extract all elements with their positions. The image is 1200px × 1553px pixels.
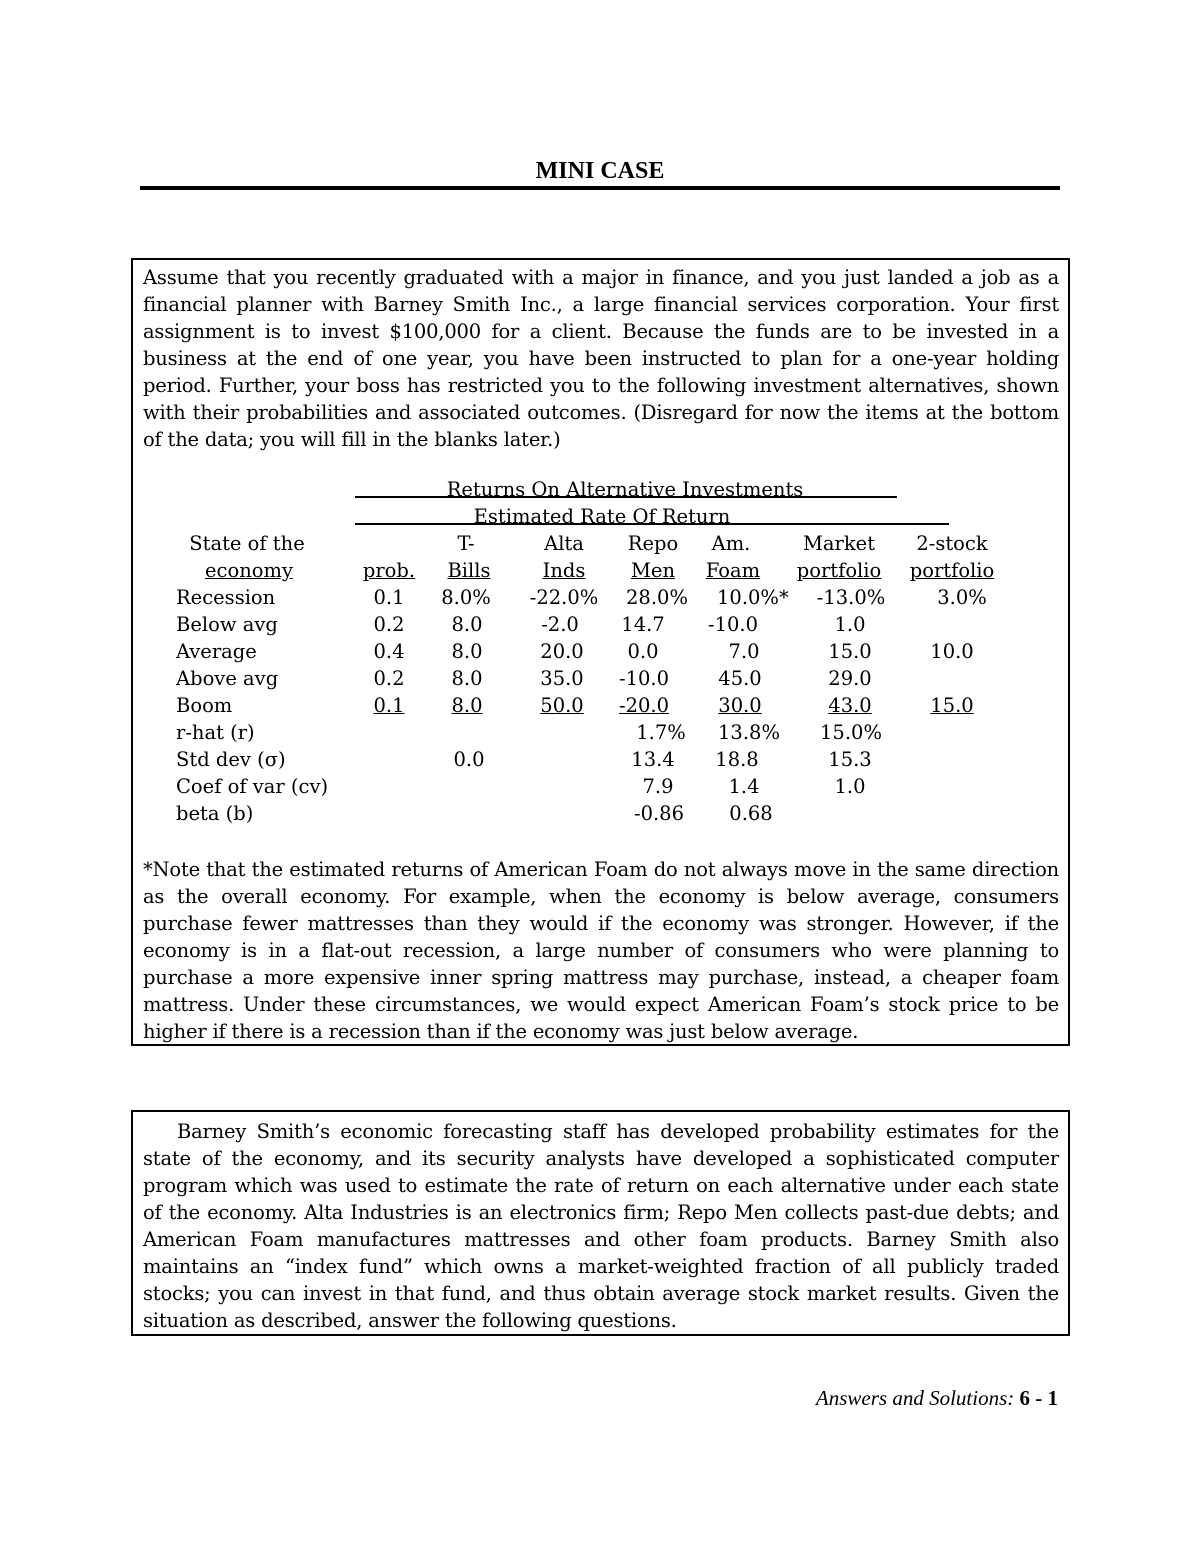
footer-label: Answers and Solutions: <box>815 1386 1015 1410</box>
row-market: 15.0 <box>828 640 872 663</box>
header-state-top: State of the <box>189 532 305 555</box>
row-state: Recession <box>176 586 276 609</box>
mini-case-box <box>131 258 1070 1046</box>
header-repo-bottom: Men <box>630 559 676 582</box>
row-alta: -22.0% <box>529 586 599 609</box>
row-foam: 10.0%* <box>717 586 789 609</box>
row-foam: -10.0 <box>707 613 759 636</box>
row-state: Above avg <box>176 667 279 690</box>
row-market: -13.0% <box>816 586 886 609</box>
row-prob: 0.1 <box>373 694 405 717</box>
row-foam: 30.0 <box>718 694 762 717</box>
row-repo: 14.7 <box>621 613 665 636</box>
description-paragraph: Barney Smith’s economic forecasting staff has developed probability estimates for the state of the economy, and its security analysts have developed a sophisticated computer program which was used to estimate the rate of return on each alternative under each state of the economy. Alta Industries is an electronics firm; Repo Men collects past-due debts; and American Foam manufactures mattresses and other foam products. Barney Smith also maintains an “index fund” which owns a market-weighted fraction of all publicly traded stocks; you can invest in that fund, and thus obtain average stock market results. Given the situation as described, answer the following questions. <box>143 1120 1059 1332</box>
header-alta-bottom: Inds <box>542 559 586 582</box>
stat-tbills: 0.0 <box>453 748 485 771</box>
stat-foam: 0.68 <box>729 802 773 825</box>
stat-foam: 1.4 <box>728 775 760 798</box>
header-twostock-top: 2-stock <box>916 532 988 555</box>
row-alta: -2.0 <box>541 613 579 636</box>
stat-label: beta (b) <box>176 802 254 825</box>
row-repo: -20.0 <box>618 694 670 717</box>
row-repo: 28.0% <box>626 586 688 609</box>
row-prob: 0.2 <box>373 613 405 636</box>
header-foam-top: Am. <box>711 532 751 555</box>
header-tbills-top: T- <box>457 532 475 555</box>
stat-repo: -0.86 <box>633 802 685 825</box>
footnote-paragraph: *Note that the estimated returns of American Foam do not always move in the same direction as the overall economy. For example, when the economy is below average, consumers purchase fewer mattresses than they would if the economy was stronger. However, if the economy is in a flat-out recession, a large number of consumers who were planning to purchase a more expensive inner spring mattress may purchase, instead, a cheaper foam mattress. Under these circumstances, we would expect American Foam’s stock price to be higher if there is a recession than if the economy was just below average. <box>143 858 1059 1043</box>
header-state-bottom: economy <box>204 559 294 582</box>
page-title: MINI CASE <box>535 158 665 184</box>
row-market: 43.0 <box>828 694 872 717</box>
row-tbills: 8.0 <box>451 667 483 690</box>
page-number: 6 - 1 <box>1019 1386 1058 1410</box>
header-twostock-bottom: portfolio <box>909 559 995 582</box>
header-prob: prob. <box>362 559 416 582</box>
stat-market: 1.0 <box>834 775 866 798</box>
row-foam: 7.0 <box>728 640 760 663</box>
header-foam-bottom: Foam <box>705 559 761 582</box>
stat-market: 15.3 <box>828 748 872 771</box>
row-twostock: 15.0 <box>930 694 974 717</box>
stat-foam: 18.8 <box>715 748 759 771</box>
row-state: Boom <box>176 694 233 717</box>
header-market-bottom: portfolio <box>796 559 882 582</box>
table-title: Returns On Alternative Investments <box>446 478 804 501</box>
header-repo-top: Repo <box>627 532 679 555</box>
stat-repo: 7.9 <box>642 775 674 798</box>
intro-paragraph: Assume that you recently graduated with a major in finance, and you just landed a job as a financial planner with Barney Smith Inc., a large financial services corporation. Your first assignment is to invest $100,000 for a client. Because the funds are to be invested in a business at the end of one year, you have been instructed to plan for a one-year holding period. Further, your boss has restricted you to the following investment alternatives, shown with their probabilities and associated outcomes. (Disregard for now the items at the bottom of the data; you will fill in the blanks later.) <box>143 266 1059 451</box>
row-foam: 45.0 <box>718 667 762 690</box>
table-subtitle: Estimated Rate Of Return <box>473 505 731 528</box>
row-state: Average <box>176 640 257 663</box>
stat-label: Coef of var (cv) <box>176 775 329 798</box>
row-prob: 0.2 <box>373 667 405 690</box>
header-tbills-bottom: Bills <box>447 559 491 582</box>
row-market: 29.0 <box>828 667 872 690</box>
row-tbills: 8.0 <box>451 694 483 717</box>
row-alta: 35.0 <box>540 667 584 690</box>
row-prob: 0.1 <box>373 586 405 609</box>
stat-label: Std dev (σ) <box>176 748 286 771</box>
row-tbills: 8.0 <box>451 640 483 663</box>
row-alta: 50.0 <box>540 694 584 717</box>
header-market-top: Market <box>802 532 876 555</box>
description-box <box>131 1110 1070 1336</box>
row-market: 1.0 <box>834 613 866 636</box>
stat-label: r-hat (r) <box>176 721 255 744</box>
stat-repo: 1.7% <box>636 721 686 744</box>
row-tbills: 8.0 <box>451 613 483 636</box>
title-rule <box>140 186 1060 190</box>
stat-market: 15.0% <box>820 721 882 744</box>
row-alta: 20.0 <box>540 640 584 663</box>
row-twostock: 10.0 <box>930 640 974 663</box>
page-footer <box>816 1386 1058 1411</box>
stat-repo: 13.4 <box>631 748 675 771</box>
row-tbills: 8.0% <box>441 586 491 609</box>
row-twostock: 3.0% <box>937 586 987 609</box>
row-state: Below avg <box>176 613 278 636</box>
stat-foam: 13.8% <box>718 721 780 744</box>
row-prob: 0.4 <box>373 640 405 663</box>
row-repo: -10.0 <box>618 667 670 690</box>
row-repo: 0.0 <box>627 640 659 663</box>
header-alta-top: Alta <box>544 532 584 555</box>
